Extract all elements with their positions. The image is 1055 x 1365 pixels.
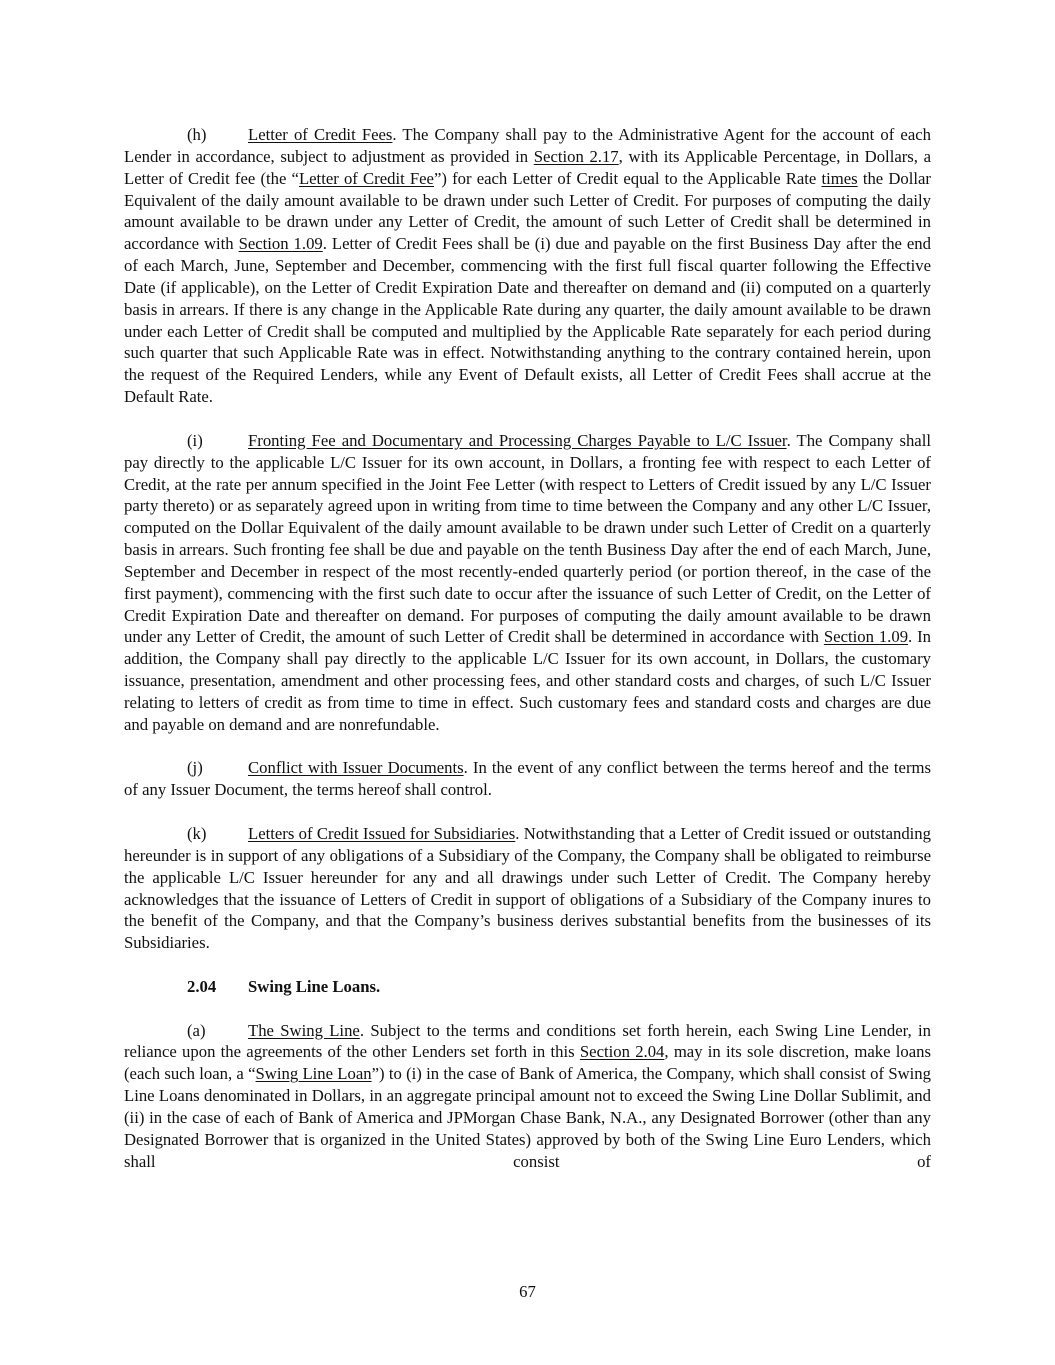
paragraph-label: (j)	[187, 758, 203, 778]
text: . In the event of any conflict between the terms hereof and the terms of any Issuer Document, the terms hereof shall control.	[124, 758, 931, 800]
section-reference: Section 2.17	[533, 146, 619, 166]
text: , may in its sole discretion, make loans (each such loan, a “	[124, 1042, 931, 1084]
paragraph-label: (k)	[187, 824, 207, 843]
section-title: Swing Line Loans.	[248, 976, 381, 996]
paragraph-heading: Letter of Credit Fees	[248, 125, 393, 144]
text: ”) for each Letter of Credit equal to the Applicable Rate	[433, 168, 822, 188]
section-reference: Section 2.04	[579, 1042, 665, 1062]
paragraph-i	[124, 430, 931, 736]
paragraph-a	[124, 1020, 931, 1173]
document-page	[124, 124, 931, 1194]
text: . The Company shall pay directly to the applicable L/C Issuer for its own account, in Dollars, a fronting fee with respect to each Letter of Credit, at the rate per annum specified in the Joint Fee Letter (with respect to Letters of Credit issued by any L/C Issuer party thereto) or as separately agreed upon in writing from time to time between the Company and any other L/C Issuer, computed on the Dollar Equivalent of the daily amount available to be drawn under such Letter of Credit on a quarterly basis in arrears. Such fronting fee shall be due and payable on the tenth Business Day after the end of each March, June, September and December in respect of the most recently-ended quarterly period (or portion thereof, in the case of the first payment), commencing with the first such date to occur after the issuance of such Letter of Credit, on the Letter of Credit Expiration Date and thereafter on demand. For purposes of computing the daily amount available to be drawn under any Letter of Credit, the amount of such Letter of Credit shall be determined in accordance with	[124, 430, 931, 647]
text: , with its Applicable Percentage, in Dollars, a Letter of Credit fee (the “	[124, 146, 931, 188]
paragraph-heading: The Swing Line	[248, 1020, 360, 1040]
text: . Notwithstanding that a Letter of Credit issued or outstanding hereunder is in support of any obligations of a Subsidiary of the Company, the Company shall be obligated to reimburse the applicable L/C Issuer hereunder for any and all drawings under such Letter of Credit. The Company hereby acknowledges that the issuance of Letters of Credit in support of obligations of a Subsidiary of the Company inures to the benefit of the Company, and that the Company’s business derives substantial benefits from the businesses of its Subsidiaries.	[124, 824, 931, 953]
paragraph-k	[124, 823, 931, 954]
text: . The Company shall pay to the Administrative Agent for the account of each Lender in accordance, subject to adjustment as provided in	[124, 125, 931, 166]
paragraph-label: (a)	[187, 1020, 206, 1040]
text: ”) to (i) in the case of Bank of America, the Company, which shall consist of Swing Line Loans denominated in Dollars, in an aggregate principal amount not to exceed the Swing Line Dollar Sublimit, and (ii) in the case of each of Bank of America and JPMorgan Chase Bank, N.A., any Designated Borrower (other than any Designated Borrower that is organized in the United States) approved by both of the Swing Line Euro Lenders, which shall consist of	[124, 1064, 931, 1171]
emphasis: times	[821, 168, 858, 188]
section-number: 2.04	[187, 976, 217, 996]
paragraph-heading: Fronting Fee and Documentary and Processing Charges Payable to L/C Issuer	[248, 430, 787, 450]
paragraph-h	[124, 124, 931, 408]
paragraph-heading: Conflict with Issuer Documents	[248, 758, 464, 778]
section-heading	[124, 976, 931, 998]
text: . In addition, the Company shall pay directly to the applicable L/C Issuer for its own account, in Dollars, the customary issuance, presentation, amendment and other processing fees, and other standard costs and charges, of such L/C Issuer relating to letters of credit as from time to time in effect. Such customary fees and standard costs and charges are due and payable on demand and are nonrefundable.	[124, 627, 931, 734]
defined-term: Letter of Credit Fee	[298, 168, 434, 188]
paragraph-label: (i)	[187, 430, 203, 450]
paragraph-heading: Letters of Credit Issued for Subsidiaries	[248, 824, 516, 843]
text: . Subject to the terms and conditions set forth herein, each Swing Line Lender, in reliance upon the agreements of the other Lenders set forth in this	[124, 1020, 931, 1062]
section-reference: Section 1.09	[238, 234, 323, 254]
paragraph-j	[124, 757, 931, 801]
defined-term: Swing Line Loan	[255, 1064, 372, 1084]
paragraph-label: (h)	[187, 125, 207, 144]
text: the Dollar Equivalent of the daily amount available to be drawn under such Letter of Credit. For purposes of computing the daily amount available to be drawn under any Letter of Credit, the amount of such Letter of Credit shall be determined in accordance with	[124, 168, 931, 254]
section-reference: Section 1.09	[823, 627, 909, 647]
text: . Letter of Credit Fees shall be (i) due and payable on the first Business Day after the end of each March, June, September and December, commencing with the first full fiscal quarter following the Effective Date (if applicable), on the Letter of Credit Expiration Date and thereafter on demand and (ii) computed on a quarterly basis in arrears. If there is any change in the Applicable Rate during any quarter, the daily amount available to be drawn under each Letter of Credit shall be computed and multiplied by the Applicable Rate separately for each period during such quarter that such Applicable Rate was in effect. Notwithstanding anything to the contrary contained herein, upon the request of the Required Lenders, while any Event of Default exists, all Letter of Credit Fees shall accrue at the Default Rate.	[124, 234, 931, 407]
page-number: 67	[519, 1282, 536, 1301]
